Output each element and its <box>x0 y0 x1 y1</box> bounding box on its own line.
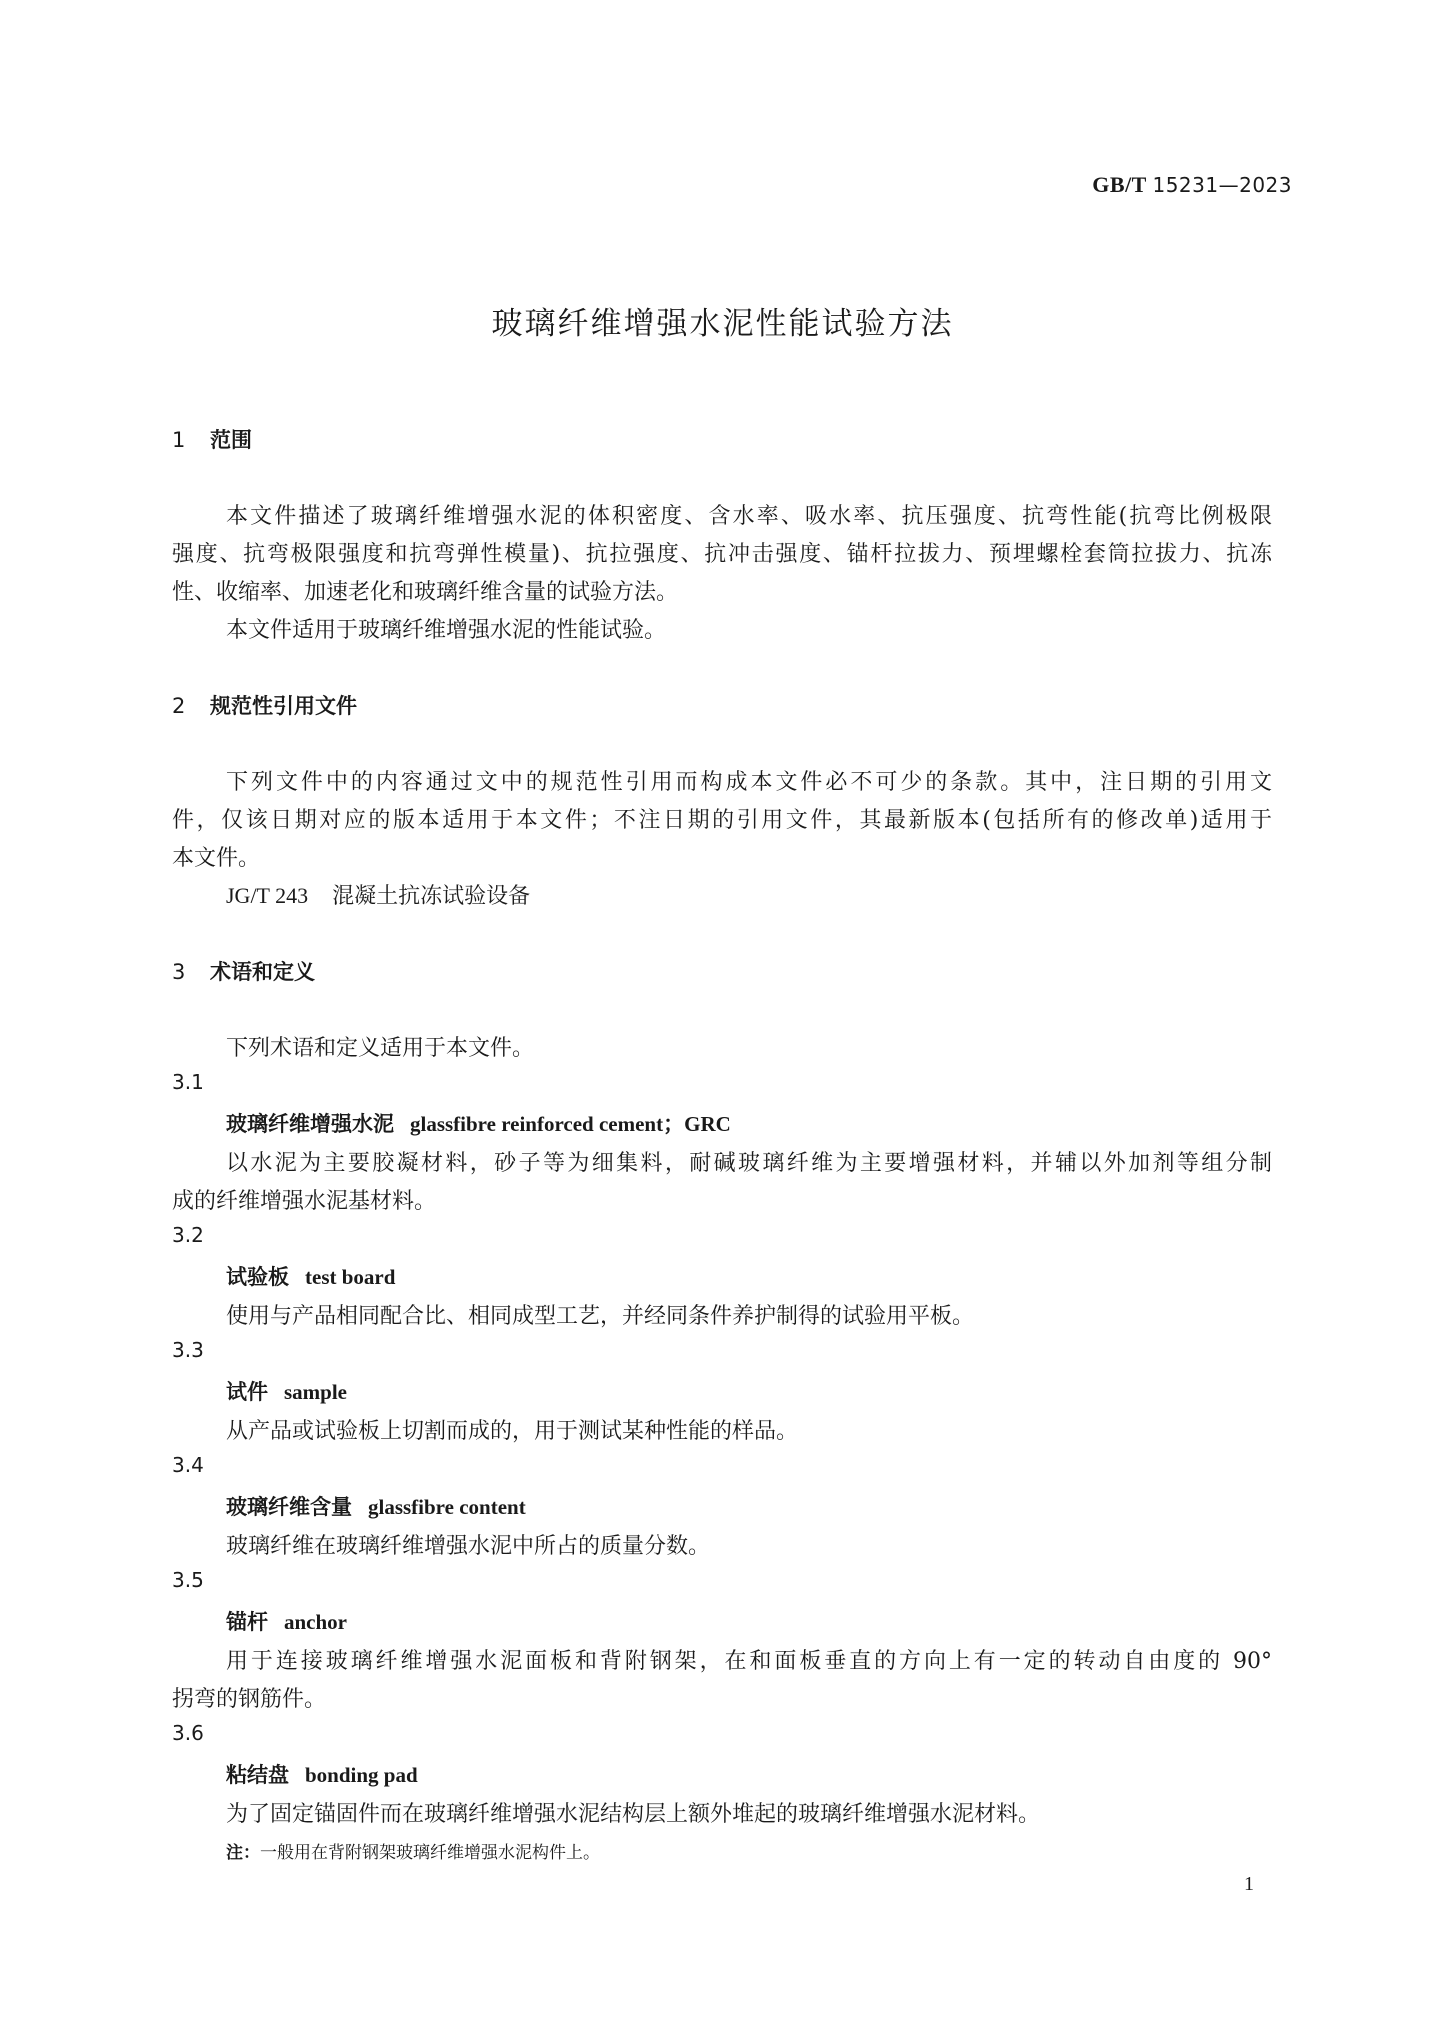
section-2-para-line3: 本文件。 <box>172 846 261 871</box>
term-entry <box>226 1759 418 1789</box>
term-en: glassfibre reinforced cement；GRC <box>410 1112 731 1136</box>
term-definition-line1: 使用与产品相同配合比、相同成型工艺，并经同条件养护制得的试验用平板。 <box>226 1304 975 1329</box>
term-definition-line1: 玻璃纤维在玻璃纤维增强水泥中所占的质量分数。 <box>226 1534 711 1559</box>
note-text: 一般用在背附钢架玻璃纤维增强水泥构件上。 <box>260 1843 600 1863</box>
page-number: 1 <box>1244 1873 1254 1895</box>
section-2-para-line2: 件，仅该日期对应的版本适用于本文件；不注日期的引用文件，其最新版本(包括所有的修改单)适用于 <box>172 808 1272 833</box>
section-1-para2: 本文件适用于玻璃纤维增强水泥的性能试验。 <box>226 618 667 643</box>
normative-reference <box>226 879 530 910</box>
section-1-para1-line2: 强度、抗弯极限强度和抗弯弹性模量)、抗拉强度、抗冲击强度、锚杆拉拔力、预埋螺栓套筒拉拔力、抗冻 <box>172 542 1272 567</box>
term-en: test board <box>305 1265 396 1289</box>
term-number: 3.3 <box>172 1338 204 1362</box>
term-en: sample <box>284 1380 347 1404</box>
section-1-heading <box>172 424 252 454</box>
term-zh: 试件 <box>226 1380 268 1404</box>
term-zh: 粘结盘 <box>226 1763 289 1787</box>
term-entry <box>226 1108 731 1138</box>
term-zh: 试验板 <box>226 1265 289 1289</box>
term-definition-line1: 用于连接玻璃纤维增强水泥面板和背附钢架，在和面板垂直的方向上有一定的转动自由度的 90° <box>226 1649 1272 1674</box>
term-number: 3.2 <box>172 1223 204 1247</box>
section-2-heading <box>172 690 357 720</box>
reference-title: 混凝土抗冻试验设备 <box>332 884 531 909</box>
term-zh: 玻璃纤维含量 <box>226 1495 352 1519</box>
reference-code: JG/T 243 <box>226 883 309 908</box>
term-definition-line1: 从产品或试验板上切割而成的，用于测试某种性能的样品。 <box>226 1419 799 1444</box>
term-en: anchor <box>284 1610 347 1634</box>
term-definition-line2: 成的纤维增强水泥基材料。 <box>172 1189 437 1214</box>
term-number: 3.1 <box>172 1070 204 1094</box>
term-entry <box>226 1606 347 1636</box>
section-2-number: 2 <box>172 694 186 718</box>
term-en: bonding pad <box>305 1763 418 1787</box>
document-title: 玻璃纤维增强水泥性能试验方法 <box>491 306 954 342</box>
section-1-title: 范围 <box>210 428 252 452</box>
section-1-para1-line1: 本文件描述了玻璃纤维增强水泥的体积密度、含水率、吸水率、抗压强度、抗弯性能(抗弯比例极限 <box>226 504 1272 529</box>
section-3-heading <box>172 956 315 986</box>
term-entry <box>226 1261 395 1291</box>
term-definition-line2: 拐弯的钢筋件。 <box>172 1687 327 1712</box>
section-1-number: 1 <box>172 428 186 452</box>
term-entry <box>226 1376 347 1406</box>
term-number: 3.6 <box>172 1721 204 1745</box>
term-zh: 锚杆 <box>226 1610 268 1634</box>
section-3-intro: 下列术语和定义适用于本文件。 <box>226 1036 535 1061</box>
term-zh: 玻璃纤维增强水泥 <box>226 1112 394 1136</box>
section-3-number: 3 <box>172 960 186 984</box>
term-entry <box>226 1491 526 1521</box>
section-2-title: 规范性引用文件 <box>210 694 357 718</box>
standard-code-prefix: GB/T <box>1092 172 1147 197</box>
note-label: 注： <box>226 1843 260 1863</box>
standard-code <box>1092 172 1292 198</box>
term-number: 3.4 <box>172 1453 204 1477</box>
note <box>226 1838 600 1863</box>
term-number: 3.5 <box>172 1568 204 1592</box>
term-definition-line1: 为了固定锚固件而在玻璃纤维增强水泥结构层上额外堆起的玻璃纤维增强水泥材料。 <box>226 1802 1041 1827</box>
term-en: glassfibre content <box>368 1495 526 1519</box>
term-definition-line1: 以水泥为主要胶凝材料，砂子等为细集料，耐碱玻璃纤维为主要增强材料，并辅以外加剂等组分制 <box>226 1151 1272 1176</box>
section-2-para-line1: 下列文件中的内容通过文中的规范性引用而构成本文件必不可少的条款。其中，注日期的引用文 <box>226 770 1272 795</box>
standard-code-number: 15231—2023 <box>1152 173 1292 197</box>
section-3-title: 术语和定义 <box>210 960 315 984</box>
section-1-para1-line3: 性、收缩率、加速老化和玻璃纤维含量的试验方法。 <box>172 580 679 605</box>
